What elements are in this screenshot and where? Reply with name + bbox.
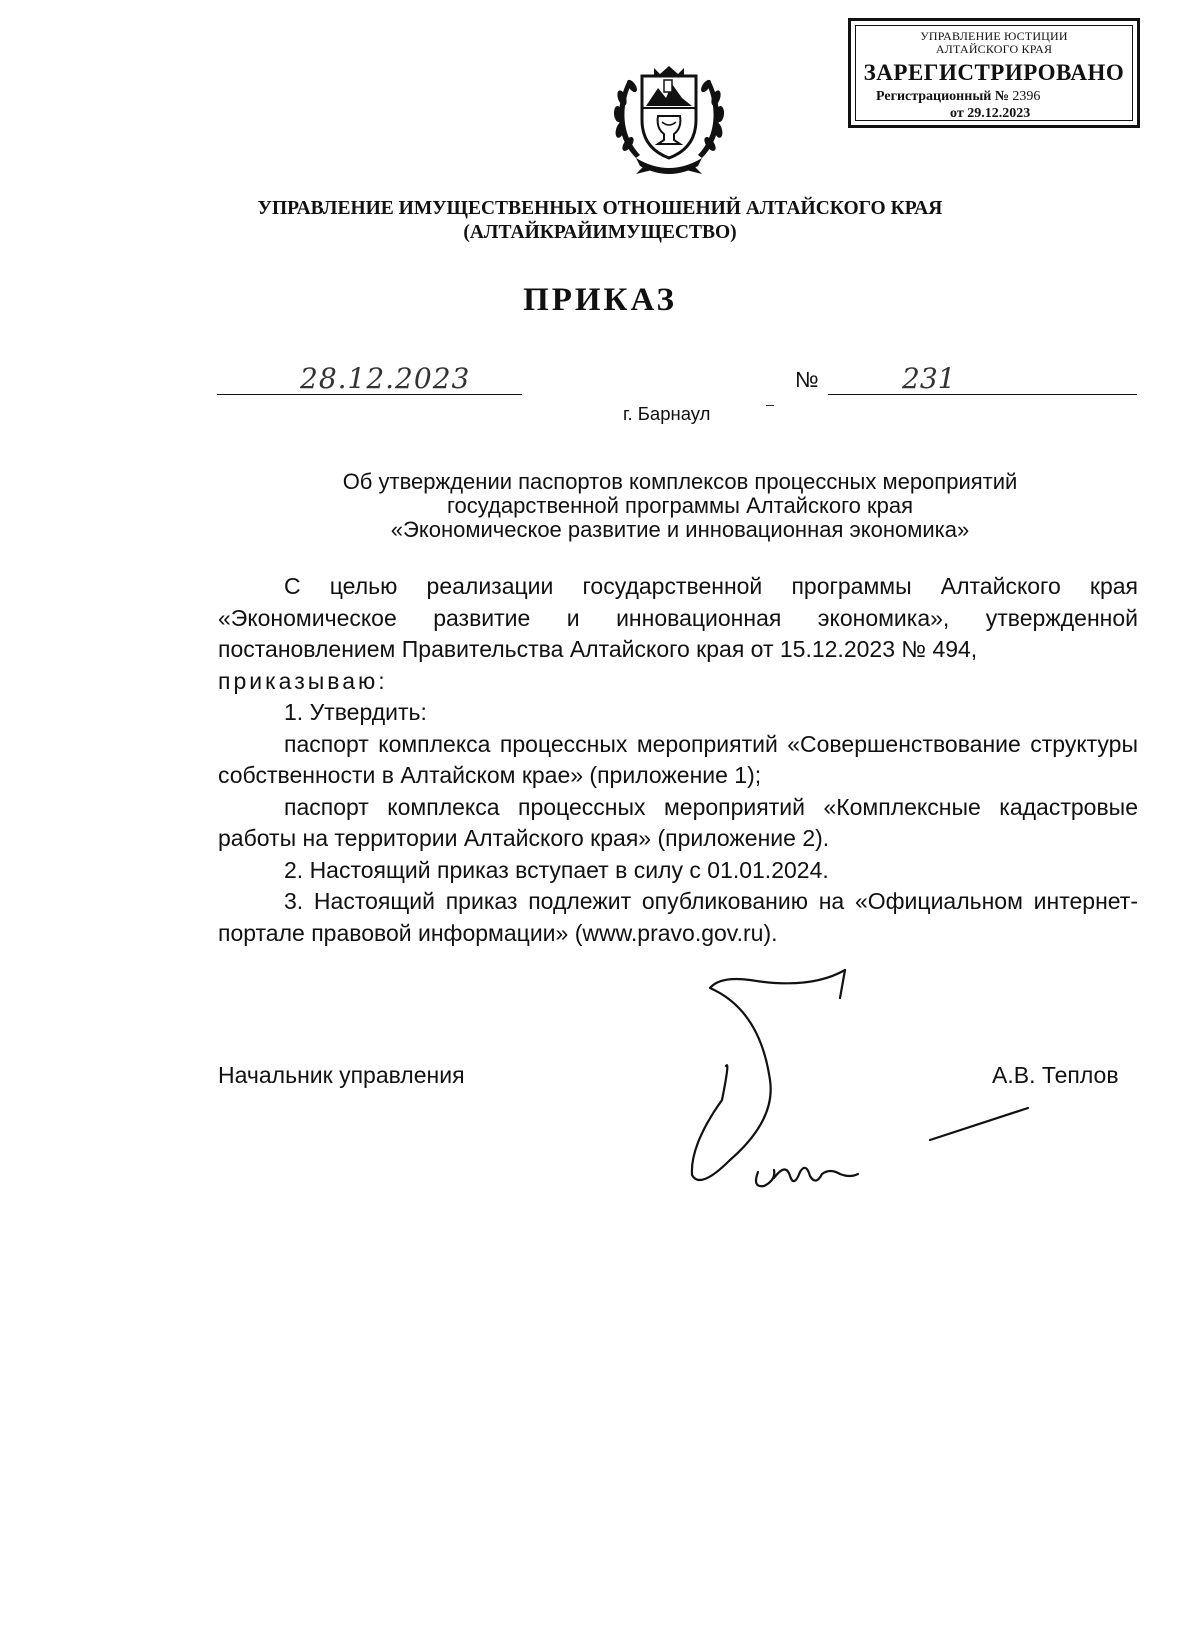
preamble-paragraph: С целью реализации государственной программы Алтайского края «Экономическое развитие и инновационная экономика», утвержденной постановлением Правительства Алтайского края от 15.12.2023 № 494, <box>218 573 1138 662</box>
stamp-date: 29.12.2023 <box>967 106 1031 121</box>
order-city: г. Барнаул <box>623 403 711 424</box>
item-3: 3. Настоящий приказ подлежит опубликованию на «Официальном интернет-портале правовой информации» (www.pravo.gov.ru). <box>218 888 1138 946</box>
signer-name: А.В. Теплов <box>992 1062 1119 1088</box>
item-1: 1. Утвердить: <box>284 699 427 725</box>
organization-short-name: (АЛТАЙКРАЙИМУЩЕСТВО) <box>463 222 737 243</box>
order-date: 28.12.2023 <box>300 362 471 395</box>
stamp-status: ЗАРЕГИСТРИРОВАНО <box>863 60 1125 85</box>
stamp-inner-frame <box>855 25 1133 121</box>
number-sign: № <box>795 367 819 392</box>
stamp-reg-label: Регистрационный № <box>876 89 1009 104</box>
order-subject <box>220 470 1140 542</box>
date-underline <box>217 394 522 395</box>
subject-line: «Экономическое развитие и инновационная экономика» <box>390 517 970 542</box>
subject-line: государственной программы Алтайского края <box>447 493 913 518</box>
registration-stamp <box>848 18 1140 128</box>
stamp-authority-line2: АЛТАЙСКОГО КРАЯ <box>935 42 1053 56</box>
directive-word: приказываю: <box>218 667 388 694</box>
item-1-passport-a: паспорт комплекса процессных мероприятий «Совершенствование структуры собственности в Алтайском крае» (приложение 1); <box>218 730 1138 788</box>
item-2: 2. Настоящий приказ вступает в силу с 01.01.2024. <box>284 856 829 883</box>
order-number: 231 <box>902 362 956 395</box>
stamp-date-label: от <box>950 106 964 121</box>
stamp-reg-number: 2396 <box>1012 89 1041 104</box>
divider-mark <box>766 405 774 406</box>
stamp-registration <box>876 89 1040 105</box>
organization-name: УПРАВЛЕНИЕ ИМУЩЕСТВЕННЫХ ОТНОШЕНИЙ АЛТАЙСКОГО КРАЯ <box>257 198 943 219</box>
altai-krai-coat-of-arms-icon <box>606 58 732 176</box>
stamp-authority-line1: УПРАВЛЕНИЕ ЮСТИЦИИ <box>920 29 1068 43</box>
number-underline <box>828 394 1137 395</box>
item-1-passport-b: паспорт комплекса процессных мероприятий «Комплексные кадастровые работы на территории Алтайского края» (приложение 2). <box>218 793 1138 851</box>
order-body <box>218 571 1138 949</box>
subject-line: Об утверждении паспортов комплексов процессных мероприятий <box>342 469 1018 494</box>
document-title: ПРИКАЗ <box>523 282 677 318</box>
stamp-date-row <box>950 106 1030 122</box>
signer-position: Начальник управления <box>218 1062 465 1088</box>
